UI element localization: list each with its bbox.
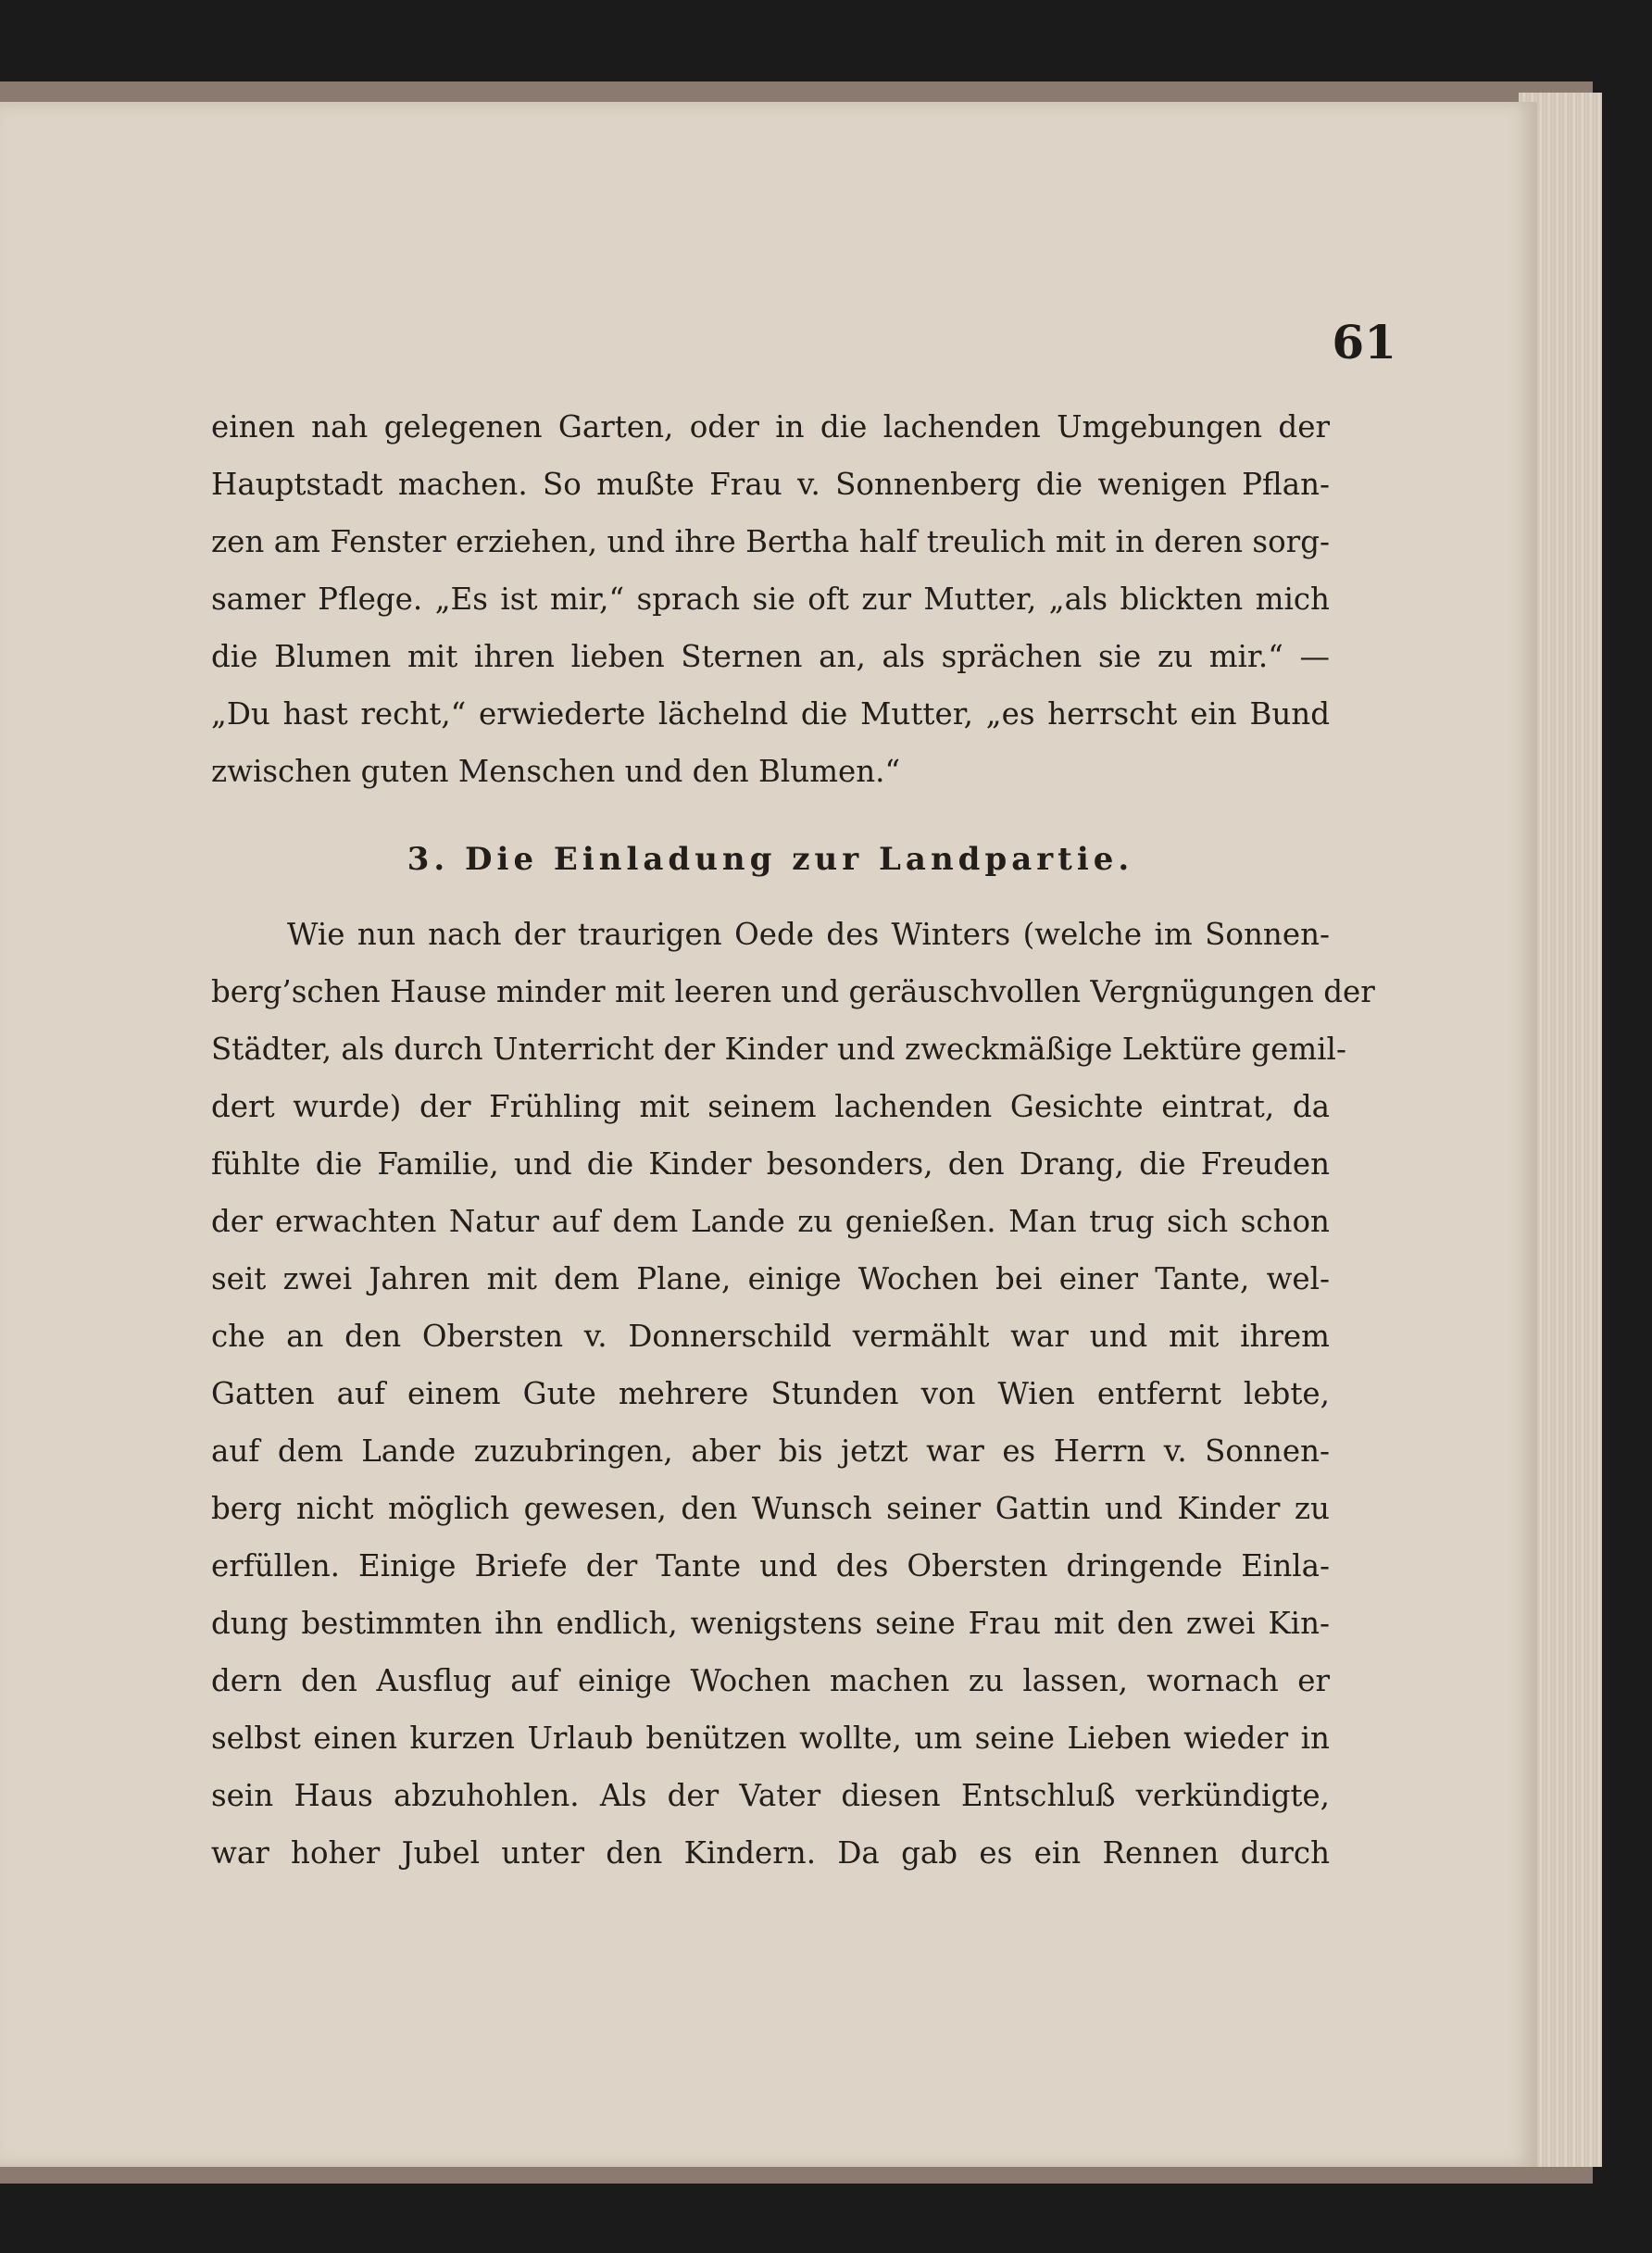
text-line: zen am Fenster erziehen, und ihre Bertha half treulich mit in deren sorg-: [211, 524, 1330, 559]
text-line: seit zwei Jahren mit dem Plane, einige Wochen bei einer Tante, wel-: [211, 1261, 1330, 1296]
text-line: fühlte die Familie, und die Kinder besonders, den Drang, die Freuden: [211, 1146, 1330, 1182]
text-line: berg nicht möglich gewesen, den Wunsch seiner Gattin und Kinder zu: [211, 1491, 1330, 1526]
text-line: selbst einen kurzen Urlaub benützen wollte, um seine Lieben wieder in: [211, 1721, 1330, 1756]
page-number: 61: [1332, 315, 1396, 369]
text-line: dung bestimmten ihn endlich, wenigstens seine Frau mit den zwei Kin-: [211, 1606, 1330, 1641]
text-line: zwischen guten Menschen und den Blumen.“: [211, 754, 901, 789]
text-line: einen nah gelegenen Garten, oder in die lachenden Umgebungen der: [211, 409, 1330, 444]
text-line: dern den Ausflug auf einige Wochen machen zu lassen, wornach er: [211, 1663, 1330, 1698]
text-line: Wie nun nach der traurigen Oede des Winters (welche im Sonnen-: [287, 917, 1330, 952]
text-line: Städter, als durch Unterricht der Kinder und zweckmäßige Lektüre gemil-: [211, 1032, 1346, 1067]
text-line: che an den Obersten v. Donnerschild vermählt war und mit ihrem: [211, 1319, 1330, 1354]
text-block: [211, 398, 1375, 1882]
text-line: erfüllen. Einige Briefe der Tante und des Obersten dringende Einla-: [211, 1548, 1330, 1583]
text-line: die Blumen mit ihren lieben Sternen an, als sprächen sie zu mir.“ —: [211, 639, 1330, 674]
text-line: dert wurde) der Frühling mit seinem lachenden Gesichte eintrat, da: [211, 1089, 1330, 1124]
section-heading: 3. Die Einladung zur Landpartie.: [407, 841, 1134, 878]
text-line: Gatten auf einem Gute mehrere Stunden von Wien entfernt lebte,: [211, 1376, 1330, 1411]
text-line: „Du hast recht,“ erwiederte lächelnd die Mutter, „es herrscht ein Bund: [211, 696, 1330, 732]
text-line: Hauptstadt machen. So mußte Frau v. Sonnenberg die wenigen Pflan-: [211, 467, 1330, 502]
text-line: der erwachten Natur auf dem Lande zu genießen. Man trug sich schon: [211, 1204, 1330, 1239]
text-line: auf dem Lande zuzubringen, aber bis jetzt war es Herrn v. Sonnen-: [211, 1433, 1330, 1469]
text-line: samer Pflege. „Es ist mir,“ sprach sie oft zur Mutter, „als blickten mich: [211, 582, 1330, 617]
text-line: war hoher Jubel unter den Kindern. Da gab es ein Rennen durch: [211, 1835, 1330, 1871]
text-line: berg’schen Hause minder mit leeren und geräuschvollen Vergnügungen der: [211, 974, 1375, 1009]
text-line: sein Haus abzuhohlen. Als der Vater diesen Entschluß verkündigte,: [211, 1778, 1330, 1813]
